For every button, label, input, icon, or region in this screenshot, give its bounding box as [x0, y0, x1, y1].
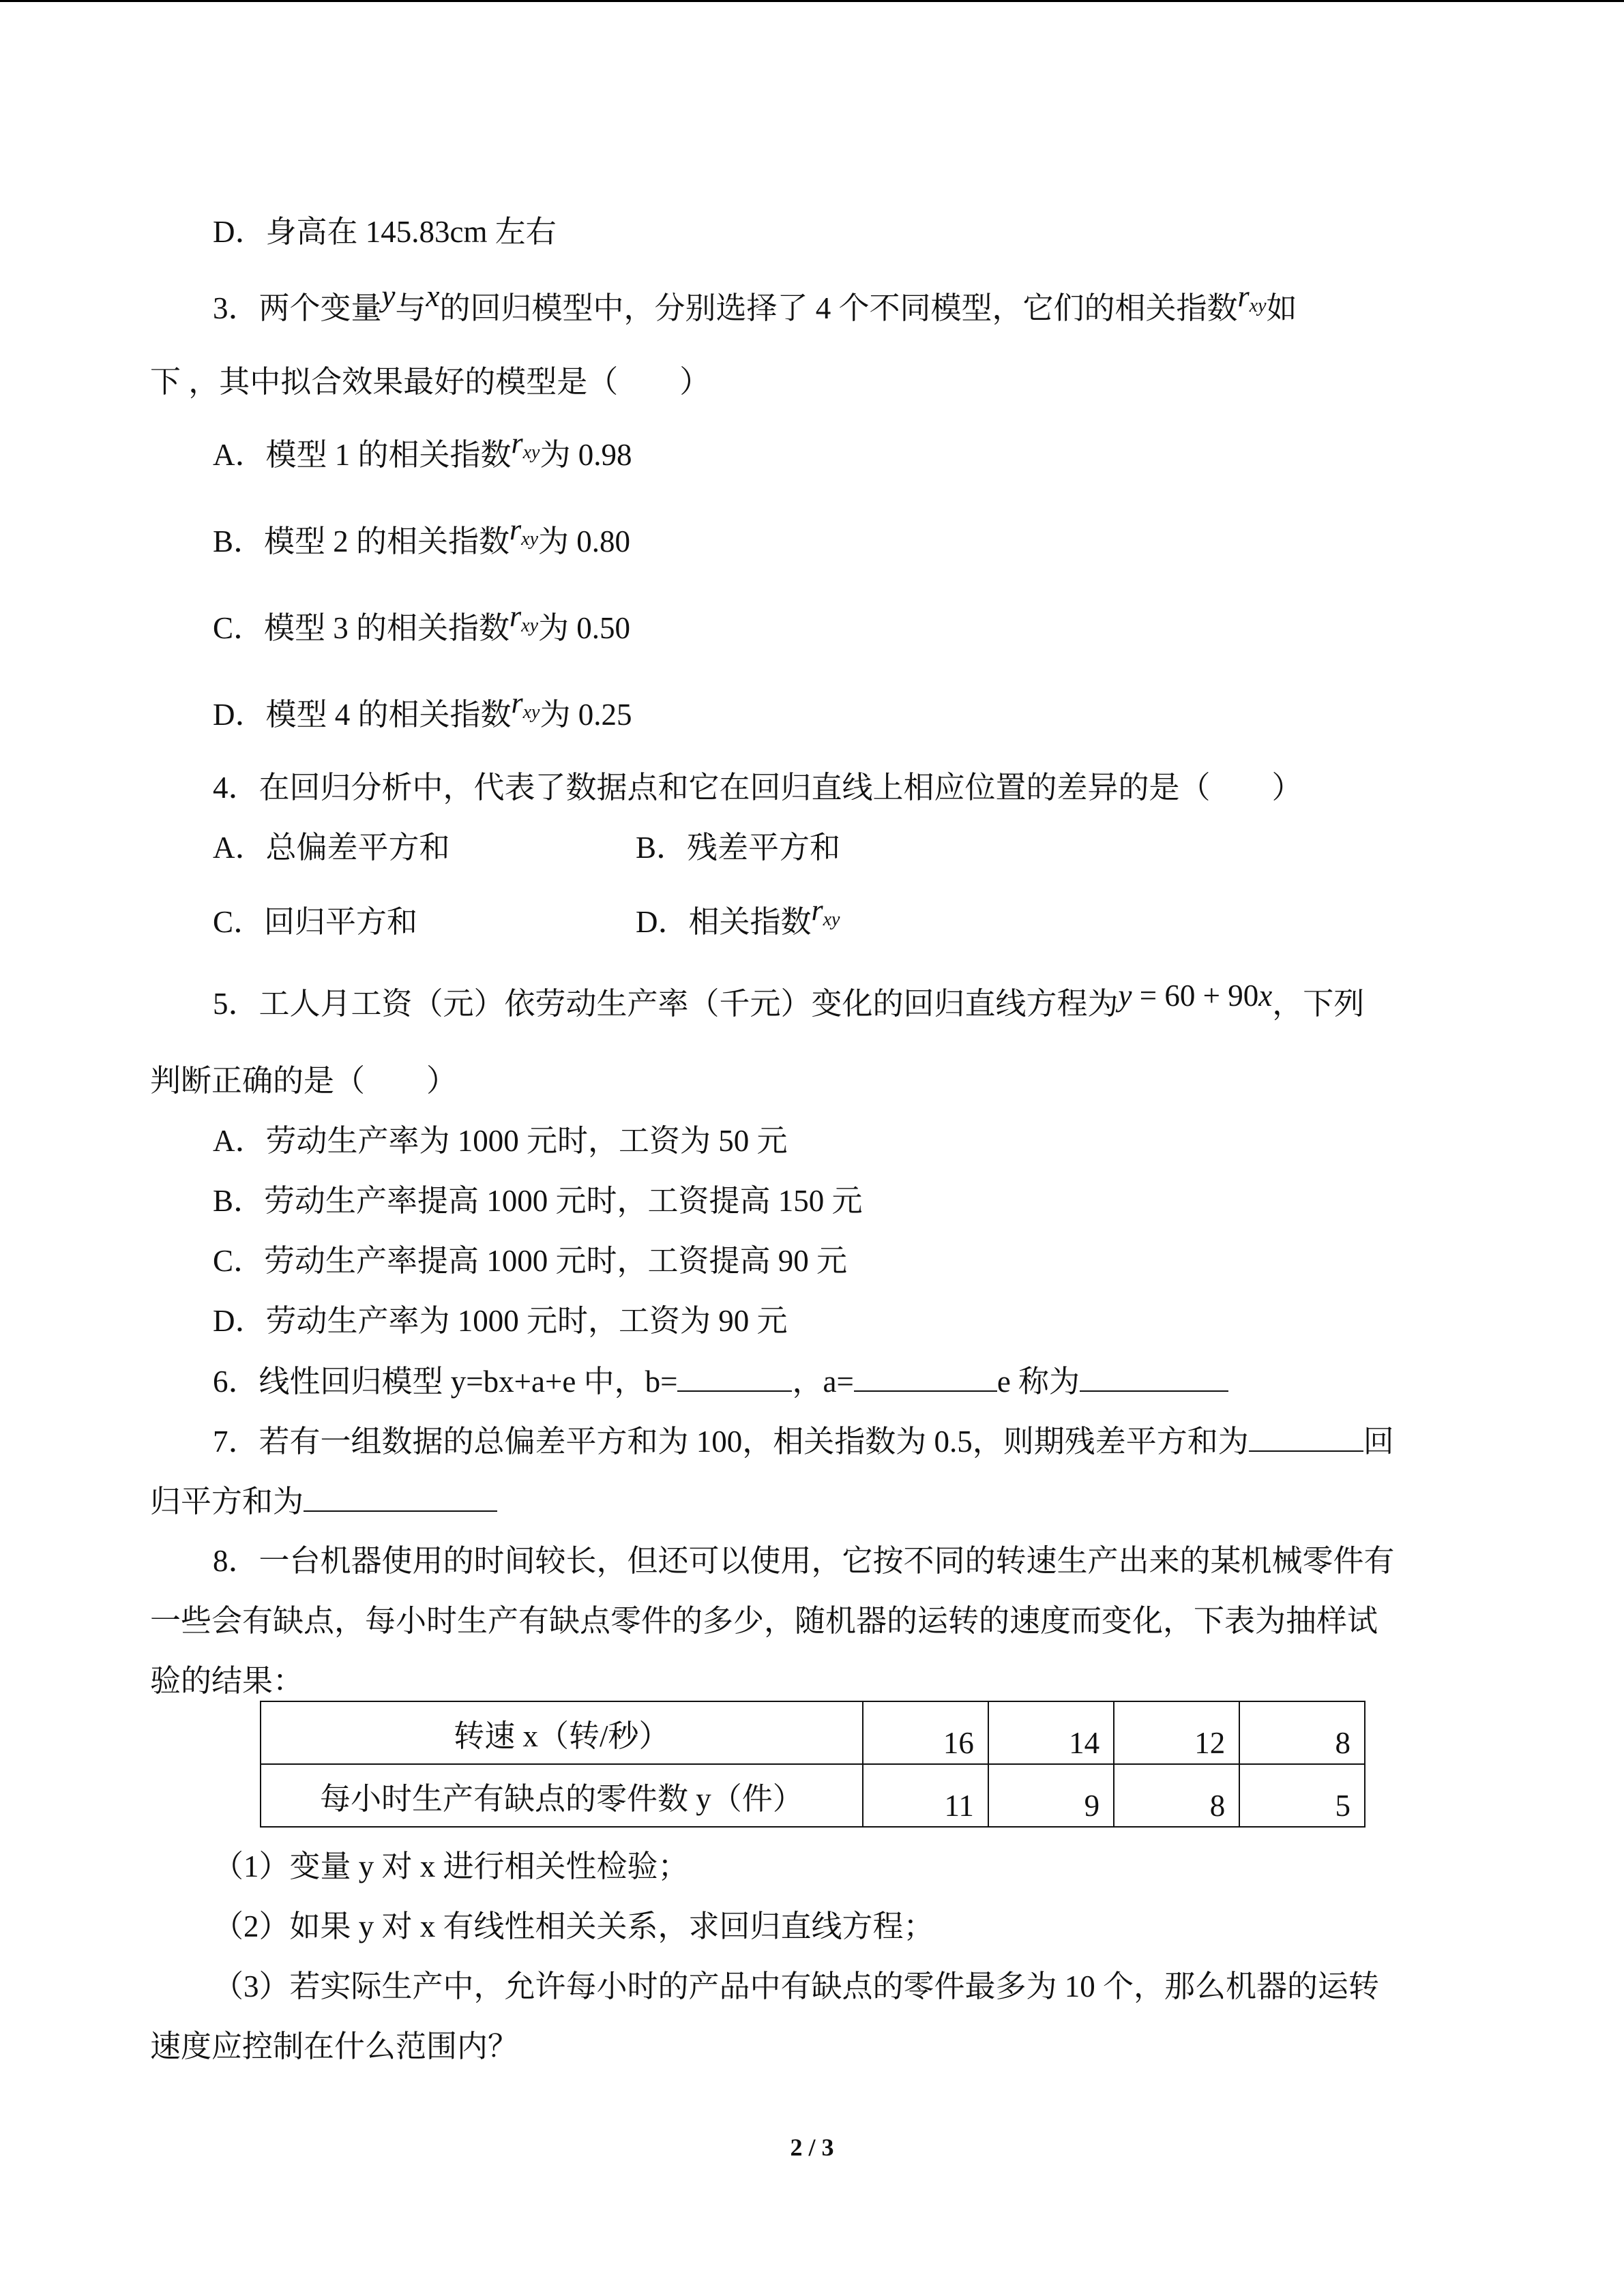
q4-stem: 4．在回归分析中，代表了数据点和它在回归直线上相应位置的差异的是（ ） [213, 771, 1303, 805]
table-row [261, 1764, 1365, 1827]
q4-option-a: A．总偏差平方和 [213, 831, 450, 865]
table-row-header: 转速 x（转/秒） [261, 1701, 863, 1764]
q3-text-3: 的回归模型中，分别选择了 4 个不同模型，它们的相关指数 [439, 291, 1238, 325]
q7-text-3: 归平方和为 [150, 1485, 304, 1519]
q8-stem-line2: 一些会有缺点，每小时生产有缺点零件的多少，随机器的运转的速度而变化，下表为抽样试 [150, 1604, 1378, 1638]
r-symbol: r [1237, 280, 1250, 313]
q3-stem-line1 [213, 279, 1297, 333]
q5-option-c: C．劳动生产率提高 1000 元时，工资提高 90 元 [213, 1244, 848, 1278]
q3-stem-line2: 下 ，其中拟合效果最好的模型是（ ） [150, 365, 711, 399]
q2-option-d: D．身高在 145.83cm 左右 [213, 215, 557, 249]
q7-stem-line2 [150, 1480, 497, 1522]
eq-body: = 60 + 90 [1132, 979, 1259, 1013]
option-value: 为 0.50 [538, 611, 631, 645]
regression-equation [1119, 975, 1273, 1016]
var-y: y [381, 279, 396, 313]
answer-blank-residual[interactable] [1249, 1420, 1363, 1452]
q5-text-2: ，下列 [1272, 987, 1365, 1021]
q3-option-b [213, 513, 631, 567]
answer-blank-regression[interactable] [304, 1480, 497, 1512]
q5-option-b: B．劳动生产率提高 1000 元时，工资提高 150 元 [213, 1184, 863, 1218]
q5-stem-line2: 判断正确的是（ ） [150, 1064, 458, 1098]
option-value: 为 0.25 [540, 698, 632, 732]
q6-stem [213, 1360, 1228, 1402]
eq-y: y [1118, 979, 1132, 1013]
option-text: D．模型 4 的相关指数 [213, 698, 512, 732]
q6-text-3: e 称为 [996, 1365, 1080, 1399]
option-text: A．模型 1 的相关指数 [213, 438, 512, 472]
r-symbol: r [511, 426, 523, 460]
q4-options-row1 [213, 827, 840, 868]
q7-text-1: 7．若有一组数据的总偏差平方和为 100，相关指数为 0.5，则期残差平方和为 [213, 1425, 1249, 1459]
q7-text-2: 回 [1363, 1425, 1394, 1459]
table-cell: 12 [1114, 1701, 1239, 1764]
q4-option-b: B．残差平方和 [636, 831, 841, 865]
q8-stem-line1: 8．一台机器使用的时间较长，但还可以使用，它按不同的转速生产出来的某机械零件有 [213, 1544, 1395, 1578]
q3-text-2: 与 [395, 291, 426, 325]
r-subscript: xy [522, 442, 540, 463]
table-cell: 8 [1114, 1764, 1239, 1827]
q8-stem-line3: 验的结果： [150, 1664, 304, 1698]
q8-sub2: （2）如果 y 对 x 有线性相关关系，求回归直线方程； [213, 1909, 934, 1943]
r-subscript: xy [1249, 295, 1267, 316]
table-cell: 9 [988, 1764, 1114, 1827]
option-text: C．模型 3 的相关指数 [213, 611, 510, 645]
answer-blank-a[interactable] [854, 1360, 997, 1392]
table-row-header: 每小时生产有缺点的零件数 y（件） [261, 1764, 863, 1827]
q3-option-c [213, 599, 631, 653]
eq-x: x [1258, 979, 1273, 1013]
q4-option-d: D．相关指数 [636, 905, 812, 939]
q5-option-a: A．劳动生产率为 1000 元时，工资为 50 元 [213, 1124, 788, 1158]
var-x: x [426, 279, 440, 313]
r-subscript: xy [521, 615, 538, 636]
q3-option-a [213, 426, 632, 480]
q8-sub3-line2: 速度应控制在什么范围内？ [150, 2029, 519, 2063]
r-symbol: r [510, 513, 522, 546]
q6-text-2: ，a= [792, 1365, 854, 1399]
answer-blank-e[interactable] [1080, 1360, 1228, 1392]
r-symbol: r [511, 686, 523, 719]
table-cell: 11 [863, 1764, 988, 1827]
r-subscript: xy [522, 702, 540, 723]
q3-text-4: 如 [1266, 291, 1297, 325]
q6-text-1: 6．线性回归模型 y=bx+a+e 中，b= [213, 1365, 678, 1399]
q8-sub3-line1: （3）若实际生产中，允许每小时的产品中有缺点的零件最多为 10 个，那么机器的运转 [213, 1969, 1380, 2003]
q5-stem-line1 [213, 979, 1365, 1024]
option-value: 为 0.98 [540, 438, 632, 472]
q8-sub1: （1）变量 y 对 x 进行相关性检验； [213, 1849, 689, 1883]
table-cell: 16 [863, 1701, 988, 1764]
table-cell: 14 [988, 1701, 1114, 1764]
table-cell: 8 [1239, 1701, 1365, 1764]
table-row [261, 1701, 1365, 1764]
option-value: 为 0.80 [538, 524, 631, 558]
table-cell: 5 [1239, 1764, 1365, 1827]
q5-text-1: 5．工人月工资（元）依劳动生产率（千元）变化的回归直线方程为 [213, 987, 1119, 1021]
q3-option-d [213, 686, 632, 740]
r-symbol: r [510, 599, 522, 633]
q4-options-row2 [213, 893, 840, 947]
r-subscript: xy [823, 909, 840, 930]
answer-blank-b[interactable] [677, 1360, 792, 1392]
q4-option-c: C．回归平方和 [213, 905, 418, 939]
q5-option-d: D．劳动生产率为 1000 元时，工资为 90 元 [213, 1304, 788, 1338]
r-subscript: xy [521, 528, 538, 550]
page-number: 2 / 3 [790, 2134, 834, 2161]
r-symbol: r [811, 893, 823, 927]
q7-stem-line1 [213, 1420, 1394, 1462]
q3-text-1: 3．两个变量 [213, 291, 382, 325]
option-text: B．模型 2 的相关指数 [213, 524, 510, 558]
data-table [260, 1701, 1365, 1828]
